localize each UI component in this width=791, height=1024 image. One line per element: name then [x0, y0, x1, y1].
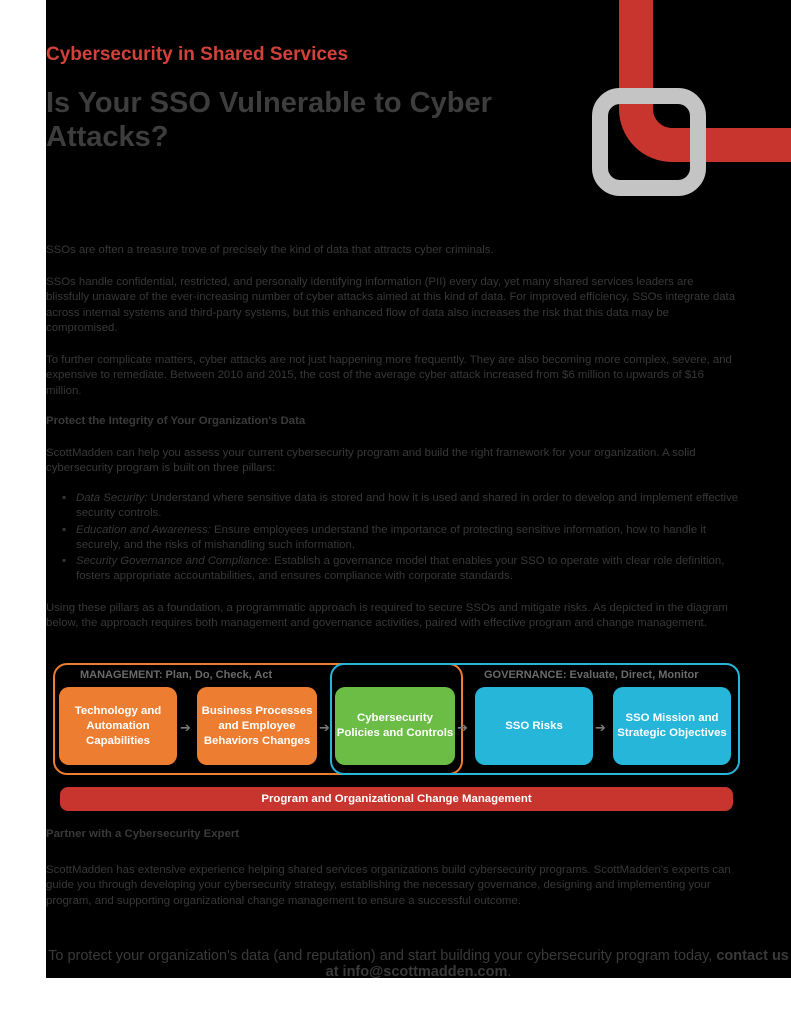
- governance-label: GOVERNANCE: Evaluate, Direct, Monitor: [484, 669, 699, 681]
- list-item: [60, 523, 740, 554]
- call-to-action: [46, 948, 791, 978]
- box-business-processes: Business Processes and Employee Behaviors Changes: [197, 687, 317, 765]
- pillar-term: Education and Awareness:: [76, 523, 211, 536]
- list-item: [60, 554, 740, 585]
- change-management-bar: Program and Organizational Change Management: [60, 787, 733, 811]
- pillar-text: Ensure employees understand the importance of protecting sensitive information, how to handle it securely, and the risks of mishandling such information.: [76, 523, 707, 551]
- partner-heading: Partner with a Cybersecurity Expert: [46, 828, 240, 840]
- intro-paragraph-3: To further complicate matters, cyber attacks are not just happening more frequently. They are also becoming more complex, severe, and expensive to remediate. Between 2010 and 2015, the cost of the average cyber attack increased from $6 million to upwards of $16 million.: [46, 354, 732, 397]
- management-label: MANAGEMENT: Plan, Do, Check, Act: [80, 669, 273, 681]
- pillar-text: Understand where sensitive data is stored and how it is used and shared in order to develop and implement effective security controls.: [76, 492, 739, 520]
- arrow-right-icon: ➔: [595, 720, 606, 735]
- box-sso-mission: SSO Mission and Strategic Objectives: [613, 687, 731, 765]
- protect-heading: Protect the Integrity of Your Organization's Data: [46, 415, 306, 427]
- protect-paragraph-2: Using these pillars as a foundation, a programmatic approach is required to secure SSOs and mitigate risks. As depicted in the diagram below, the approach requires both management and governance activities, paired with effective program and change management.: [46, 602, 728, 630]
- document-page: [46, 0, 791, 978]
- arrow-right-icon: ➔: [457, 720, 468, 735]
- arrow-right-icon: ➔: [180, 720, 191, 735]
- pillar-term: Security Governance and Compliance:: [76, 555, 272, 568]
- cta-lead: To protect your organization's data (and reputation) and start building your cybersecurity program today,: [48, 948, 717, 964]
- box-technology-automation: Technology and Automation Capabilities: [59, 687, 177, 765]
- box-cybersecurity-policies: Cybersecurity Policies and Controls: [335, 687, 455, 765]
- arrow-right-icon: ➔: [319, 720, 330, 735]
- list-item: [60, 491, 740, 522]
- red-frame-shape: [636, 0, 791, 145]
- kicker-title: Cybersecurity in Shared Services: [46, 44, 349, 65]
- pillars-list: [60, 491, 740, 586]
- pillar-term: Data Security:: [76, 492, 148, 504]
- protect-paragraph-1: ScottMadden can help you assess your current cybersecurity program and build the right framework for your organization. A solid cybersecurity program is built on three pillars:: [46, 447, 696, 475]
- box-sso-risks: SSO Risks: [475, 687, 593, 765]
- pillar-text: Establish a governance model that enables your SSO to operate with clear role definition, fosters appropriate accountabilities, and ensures compliance with corporate standards.: [76, 555, 725, 583]
- intro-paragraph-2: SSOs handle confidential, restricted, and personally identifying information (PII) every day, yet many shared services leaders are blissfully unaware of the ever-increasing number of cyber attacks aimed at this kind of data. For improved efficiency, SSOs integrate data across internal systems and third-party systems, but this enhanced flow of data also increases the risk that this data may be compromised.: [46, 276, 736, 334]
- page-title: Is Your SSO Vulnerable to Cyber Attacks?: [46, 87, 492, 153]
- intro-paragraph-1: SSOs are often a treasure trove of precisely the kind of data that attracts cyber criminals.: [46, 244, 494, 256]
- partner-paragraph: ScottMadden has extensive experience helping shared services organizations build cybersecurity programs. ScottMadden's experts can guide you through developing your cybersecurity strategy, establishing the necessary governance, designing and implementing your program, and supporting organizational change management to ensure a successful outcome.: [46, 864, 731, 907]
- contact-link[interactable]: contact us at info@scottmadden.com: [325, 948, 789, 978]
- cta-end: .: [507, 964, 512, 978]
